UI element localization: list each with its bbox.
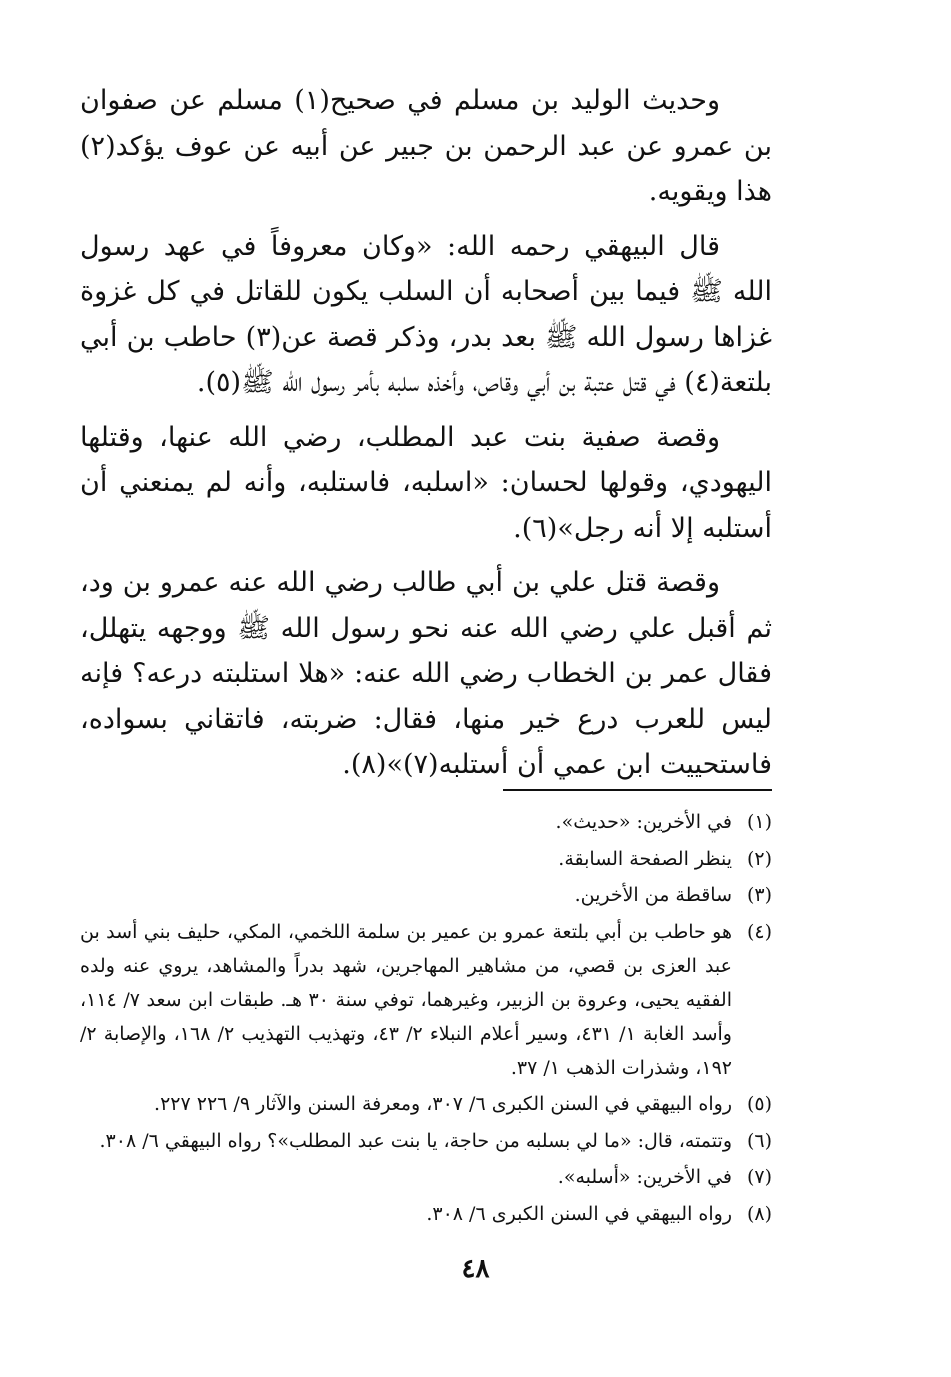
- paragraph-4: وقصة قتل علي بن أبي طالب رضي الله عنه عمرو بن ود، ثم أقبل علي رضي الله عنه نحو رسول الله ﷺ ووجهه يتهلل، فقال عمر بن الخطاب رضي الله عنه: «هلا استلبته درعه؟ فإنه ليس للعرب درع خير منها، فقال: ضربته، فاتقاني بسواده، فاستحييت ابن عمي أن أستلبه(٧)»(٨).: [80, 567, 772, 780]
- footnote-2: [80, 842, 772, 876]
- footnote-number: (٤): [746, 920, 772, 943]
- footnote-number: (٦): [746, 1129, 772, 1152]
- footnote-text: رواه البيهقي في السنن الكبرى ٦/ ٣٠٧، ومعرفة السنن والآثار ٩/ ٢٢٦ ٢٢٧.: [154, 1093, 732, 1115]
- footnote-8: [80, 1197, 772, 1231]
- paragraph-1: وحديث الوليد بن مسلم في صحيح(١) مسلم عن صفوان بن عمرو عن عبد الرحمن بن جبير عن أبيه عن عوف يؤكد(٢) هذا ويقويه.: [80, 85, 772, 207]
- footnote-separator: [503, 789, 772, 791]
- footnote-4: [80, 915, 772, 1085]
- footnote-number: (١): [746, 811, 772, 833]
- footnote-text: في الأخرين: «أسلبه».: [557, 1166, 732, 1188]
- footnote-number: (٨): [746, 1202, 772, 1225]
- footnote-3: [80, 878, 772, 912]
- paragraph-2: قال البيهقي رحمه الله: «وكان معروفاً في عهد رسول الله ﷺ فيما بين أصحابه أن السلب يكون للقاتل في كل غزوة غزاها رسول الله ﷺ بعد بدر، وذكر قصة عن(٣) حاطب بن أبي بلتعة(٤) في قتل عتبة بن أبي وقاص، وأخذه سلبه بأمر رسول الله ﷺ(٥).: [80, 230, 772, 398]
- footnote-number: (٧): [746, 1166, 772, 1188]
- footnote-number: (٥): [746, 1093, 772, 1115]
- footnote-text: وتتمته، قال: «ما لي بسلبه من حاجة، يا بنت عبد المطلب»؟ رواه البيهقي ٦/ ٣٠٨.: [99, 1129, 732, 1152]
- footnote-text: هو حاطب بن أبي بلتعة عمرو بن عمير بن سلمة اللخمي، المكي، حليف بني أسد بن عبد العزى بن قصي، من مشاهير المهاجرين، شهد بدراً والمشاهد، يروي عنه ولده الفقيه يحيى، وعروة بن الزبير، وغيرهما، توفي سنة ٣٠ هـ. طبقات ابن سعد ٧/ ١١٤، وأسد الغابة ١/ ٤٣١، وسير أعلام النبلاء ٢/ ٤٣، وتهذيب التهذيب ٢/ ١٦٨، والإصابة ٢/ ١٩٢، وشذرات الذهب ١/ ٣٧.: [80, 920, 732, 1079]
- paragraph-3: وقصة صفية بنت عبد المطلب، رضي الله عنها، وقتلها اليهودي، وقولها لحسان: «اسلبه، فاستلبه، وأنه لم يمنعني أن أستلبه إلا أنه رجل»(٦).: [80, 421, 772, 544]
- page-number: ٤٨: [461, 1254, 490, 1284]
- footnote-number: (٢): [746, 847, 772, 870]
- footnote-text: ينظر الصفحة السابقة.: [558, 847, 732, 870]
- footnotes: [80, 805, 772, 1233]
- footnote-1: [80, 805, 772, 839]
- footnote-text: ساقطة من الأخرين.: [574, 884, 732, 906]
- footnote-text: رواه البيهقي في السنن الكبرى ٦/ ٣٠٨.: [426, 1202, 732, 1225]
- footnote-6: [80, 1124, 772, 1158]
- footnote-number: (٣): [746, 884, 772, 906]
- main-text: [80, 78, 772, 797]
- footnote-7: [80, 1160, 772, 1194]
- footnote-text: في الأخرين: «حديث».: [555, 811, 732, 833]
- footnote-5: [80, 1087, 772, 1121]
